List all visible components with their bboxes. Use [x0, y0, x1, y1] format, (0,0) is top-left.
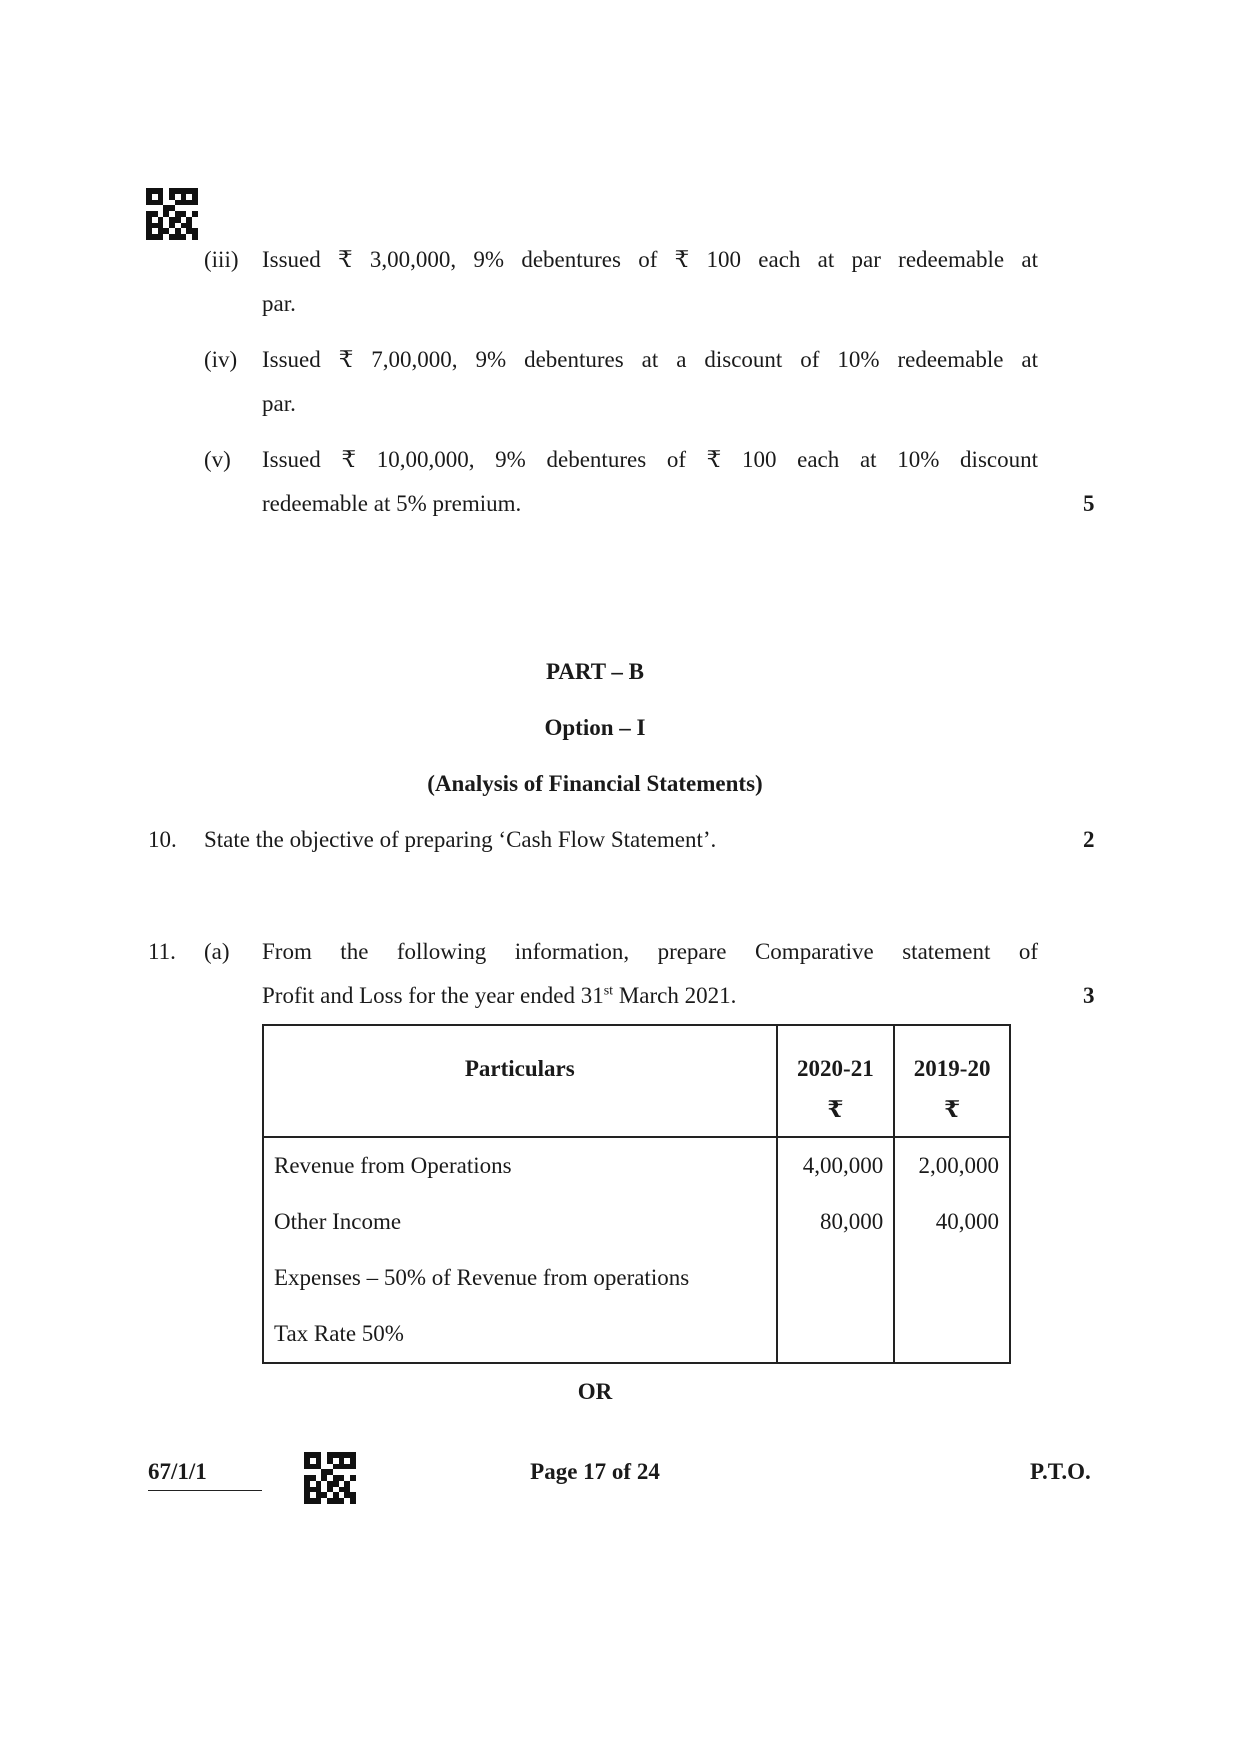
- table-row: [263, 1250, 1010, 1306]
- item-v-marks: 5: [1083, 491, 1095, 516]
- header-particulars: Particulars: [263, 1025, 777, 1082]
- header-2020-21: 2020-21: [777, 1025, 895, 1082]
- footer-code: 67/1/1: [148, 1459, 207, 1484]
- row-label: Tax Rate 50%: [263, 1306, 777, 1363]
- q11-line2-post: March 2021.: [613, 983, 737, 1008]
- row-label: Revenue from Operations: [263, 1137, 777, 1194]
- header-2019-20: 2019-20: [894, 1025, 1010, 1082]
- item-v-line1: Issued ₹ 10,00,000, 9% debentures of ₹ 100 each at 10% discount: [262, 447, 1038, 472]
- q11-line2-sup: st: [603, 983, 614, 999]
- table-row: [263, 1194, 1010, 1250]
- item-iii-label: (iii): [204, 247, 239, 272]
- qr-code-top: [146, 188, 198, 240]
- q11-line2-pre: Profit and Loss for the year ended 31: [262, 983, 604, 1008]
- q11-number: 11.: [148, 939, 176, 964]
- item-iii-line2: par.: [262, 291, 296, 316]
- q11-line2: [262, 984, 736, 1007]
- table-row: [263, 1306, 1010, 1363]
- item-v-line2: redeemable at 5% premium.: [262, 491, 522, 516]
- footer-code-underline: [148, 1490, 262, 1491]
- row-value-2020-21: [777, 1250, 895, 1306]
- profit-loss-table: [262, 1024, 1011, 1364]
- footer-page-number: Page 17 of 24: [530, 1459, 660, 1484]
- row-value-2019-20: [894, 1306, 1010, 1363]
- row-value-2019-20: 2,00,000: [894, 1137, 1010, 1194]
- part-heading: PART – B: [545, 659, 645, 684]
- or-separator: OR: [577, 1379, 613, 1404]
- item-iv-line1: Issued ₹ 7,00,000, 9% debentures at a discount of 10% redeemable at: [262, 347, 1038, 372]
- table-row: [263, 1137, 1010, 1194]
- q10-number: 10.: [148, 827, 177, 852]
- item-iii-line1: Issued ₹ 3,00,000, 9% debentures of ₹ 100 each at par redeemable at: [262, 247, 1038, 272]
- item-iv-label: (iv): [204, 347, 238, 372]
- item-v-label: (v): [204, 447, 231, 472]
- row-value-2020-21: [777, 1306, 895, 1363]
- row-value-2020-21: 4,00,000: [777, 1137, 895, 1194]
- item-iv-line2: par.: [262, 391, 296, 416]
- q10-marks: 2: [1083, 827, 1095, 852]
- row-label: Expenses – 50% of Revenue from operations: [263, 1250, 777, 1306]
- option-heading: Option – I: [544, 715, 646, 740]
- currency-2020-21: ₹: [777, 1082, 895, 1137]
- q10-text: State the objective of preparing ‘Cash Flow Statement’.: [204, 827, 717, 852]
- row-value-2019-20: [894, 1250, 1010, 1306]
- q11-line1: From the following information, prepare Comparative statement of: [262, 939, 1038, 964]
- row-label: Other Income: [263, 1194, 777, 1250]
- footer-pto: P.T.O.: [1030, 1459, 1091, 1484]
- section-subtitle: (Analysis of Financial Statements): [427, 771, 763, 796]
- q11-sub: (a): [204, 939, 230, 964]
- currency-2019-20: ₹: [894, 1082, 1010, 1137]
- q11-marks: 3: [1083, 983, 1095, 1008]
- row-value-2019-20: 40,000: [894, 1194, 1010, 1250]
- header-particulars-blank: [263, 1082, 777, 1137]
- row-value-2020-21: 80,000: [777, 1194, 895, 1250]
